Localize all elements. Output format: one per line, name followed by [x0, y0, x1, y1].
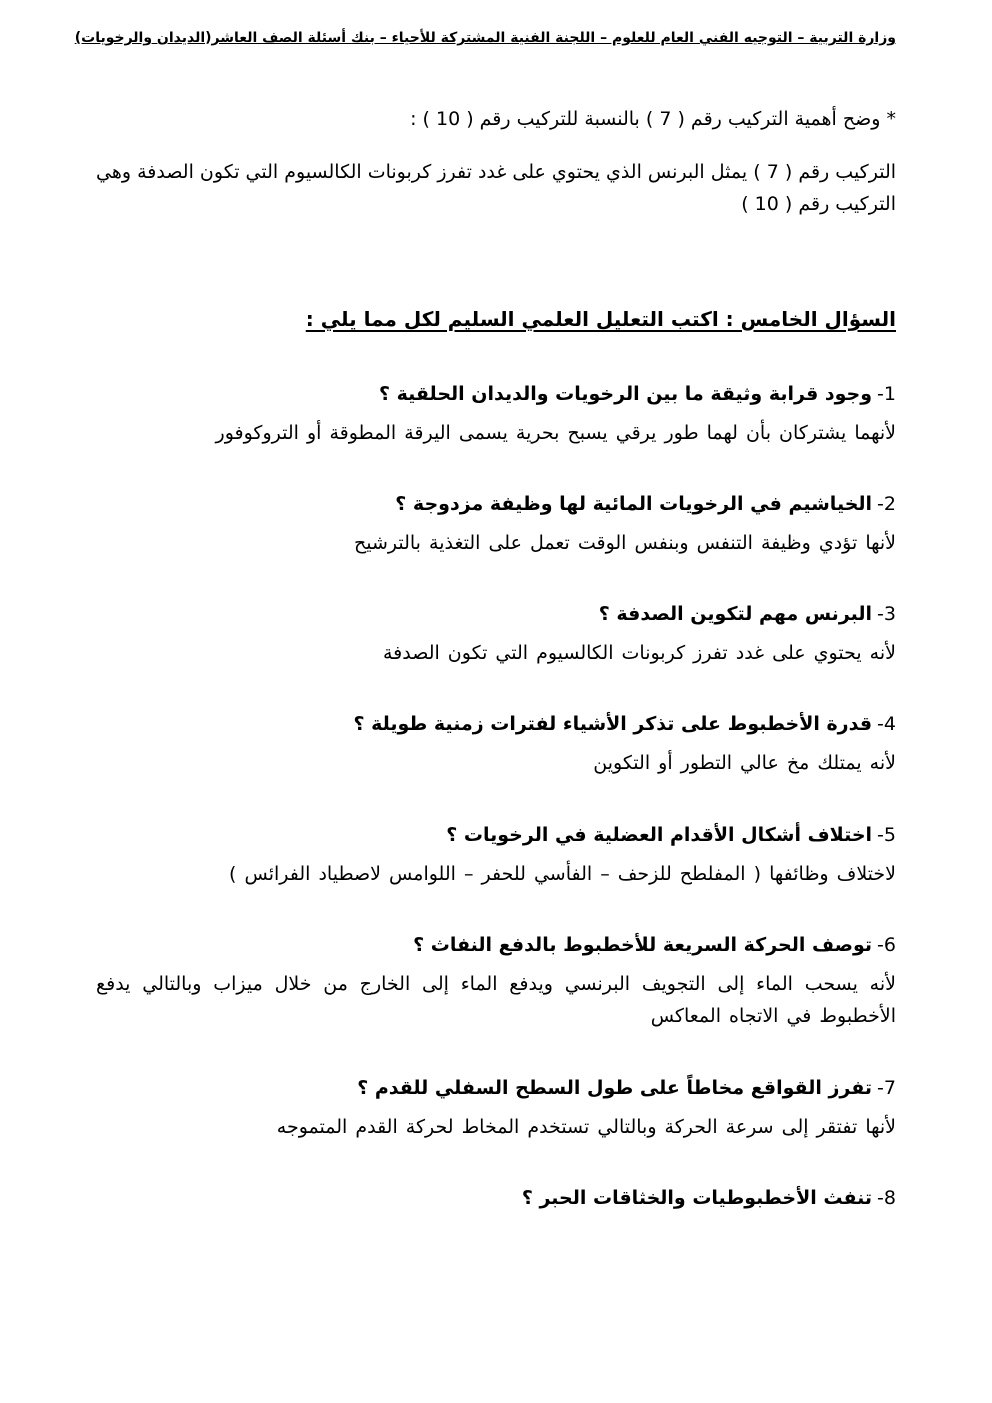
intro-answer: التركيب رقم ( 7 ) يمثل البرنس الذي يحتوي على غدد تفرز كربونات الكالسيوم التي تكون الصدفة وهي التركيب رقم ( 10 ) [96, 161, 897, 216]
question-line [96, 824, 896, 846]
question-number: 8- [877, 1186, 896, 1209]
question-block [96, 603, 896, 669]
question-line [96, 1077, 896, 1099]
question-number: 3- [877, 603, 896, 626]
question-text: اختلاف أشكال الأقدام العضلية في الرخويات ؟ [446, 823, 873, 846]
question-number: 2- [877, 492, 896, 515]
question-line [96, 934, 896, 956]
question-number: 4- [877, 713, 896, 736]
question-block [96, 1187, 896, 1209]
answer-text: لأنه يمتلك مخ عالي التطور أو التكوين [593, 752, 896, 775]
answer-text: لأنه يسحب الماء إلى التجويف البرنسي ويدفع الماء إلى الخارج من خلال ميزاب وبالتالي يدفع الأخطبوط في الاتجاه المعاكس [96, 973, 896, 1028]
question-line [96, 493, 896, 515]
question-block [96, 934, 896, 1033]
question-number: 7- [877, 1076, 896, 1099]
answer-text: لأنه يحتوي على غدد تفرز كربونات الكالسيوم التي تكون الصدفة [382, 642, 896, 665]
question-text: قدرة الأخطبوط على تذكر الأشياء لفترات زمنية طويلة ؟ [353, 713, 873, 736]
answer-text: لأنها تفتقر إلى سرعة الحركة وبالتالي تستخدم المخاط لحركة القدم المتموجه [276, 1115, 896, 1138]
question-text: تفرز القواقع مخاطاً على طول السطح السفلي للقدم ؟ [357, 1076, 873, 1099]
question-number: 5- [877, 823, 896, 846]
document-header: وزارة التربية – التوجيه الفني العام للعلوم – اللجنة الفنية المشتركة للأحياء – بنك أسئلة الصف العاشر(الديدان والرخويات) [74, 30, 896, 46]
question-line [96, 603, 896, 625]
question-block [96, 383, 896, 449]
question-text: تنفث الأخطبوطيات والخثاقات الحبر ؟ [521, 1186, 873, 1209]
answer-text: لأنها تؤدي وظيفة التنفس وبنفس الوقت تعمل على التغذية بالترشيح [353, 531, 896, 554]
question-line [96, 1187, 896, 1209]
question-text: توصف الحركة السريعة للأخطبوط بالدفع النفاث ؟ [413, 934, 873, 957]
question-number: 6- [877, 934, 896, 957]
question-block [96, 1077, 896, 1143]
section-title: السؤال الخامس : اكتب التعليل العلمي السليم لكل مما يلي : [305, 306, 896, 331]
intro-question: * وضح أهمية التركيب رقم ( 7 ) بالنسبة للتركيب رقم ( 10 ) : [410, 108, 896, 130]
question-text: وجود قرابة وثيقة ما بين الرخويات والديدان الحلقية ؟ [378, 382, 873, 405]
question-line [96, 383, 896, 405]
question-block [96, 493, 896, 559]
question-text: البرنس مهم لتكوين الصدفة ؟ [598, 603, 873, 626]
question-line [96, 713, 896, 735]
answer-text: لأنهما يشتركان بأن لهما طور يرقي يسبح بحرية يسمى اليرقة المطوقة أو التروكوفور [215, 421, 896, 444]
answer-text: لاختلاف وظائفها ( المفلطح للزحف – الفأسي للحفر – اللوامس لاصطياد الفرائس ) [229, 862, 896, 885]
question-text: الخياشيم في الرخويات المائية لها وظيفة مزدوجة ؟ [395, 492, 873, 515]
question-number: 1- [877, 382, 896, 405]
section-title-row [96, 307, 896, 383]
question-block [96, 824, 896, 890]
question-block [96, 713, 896, 779]
